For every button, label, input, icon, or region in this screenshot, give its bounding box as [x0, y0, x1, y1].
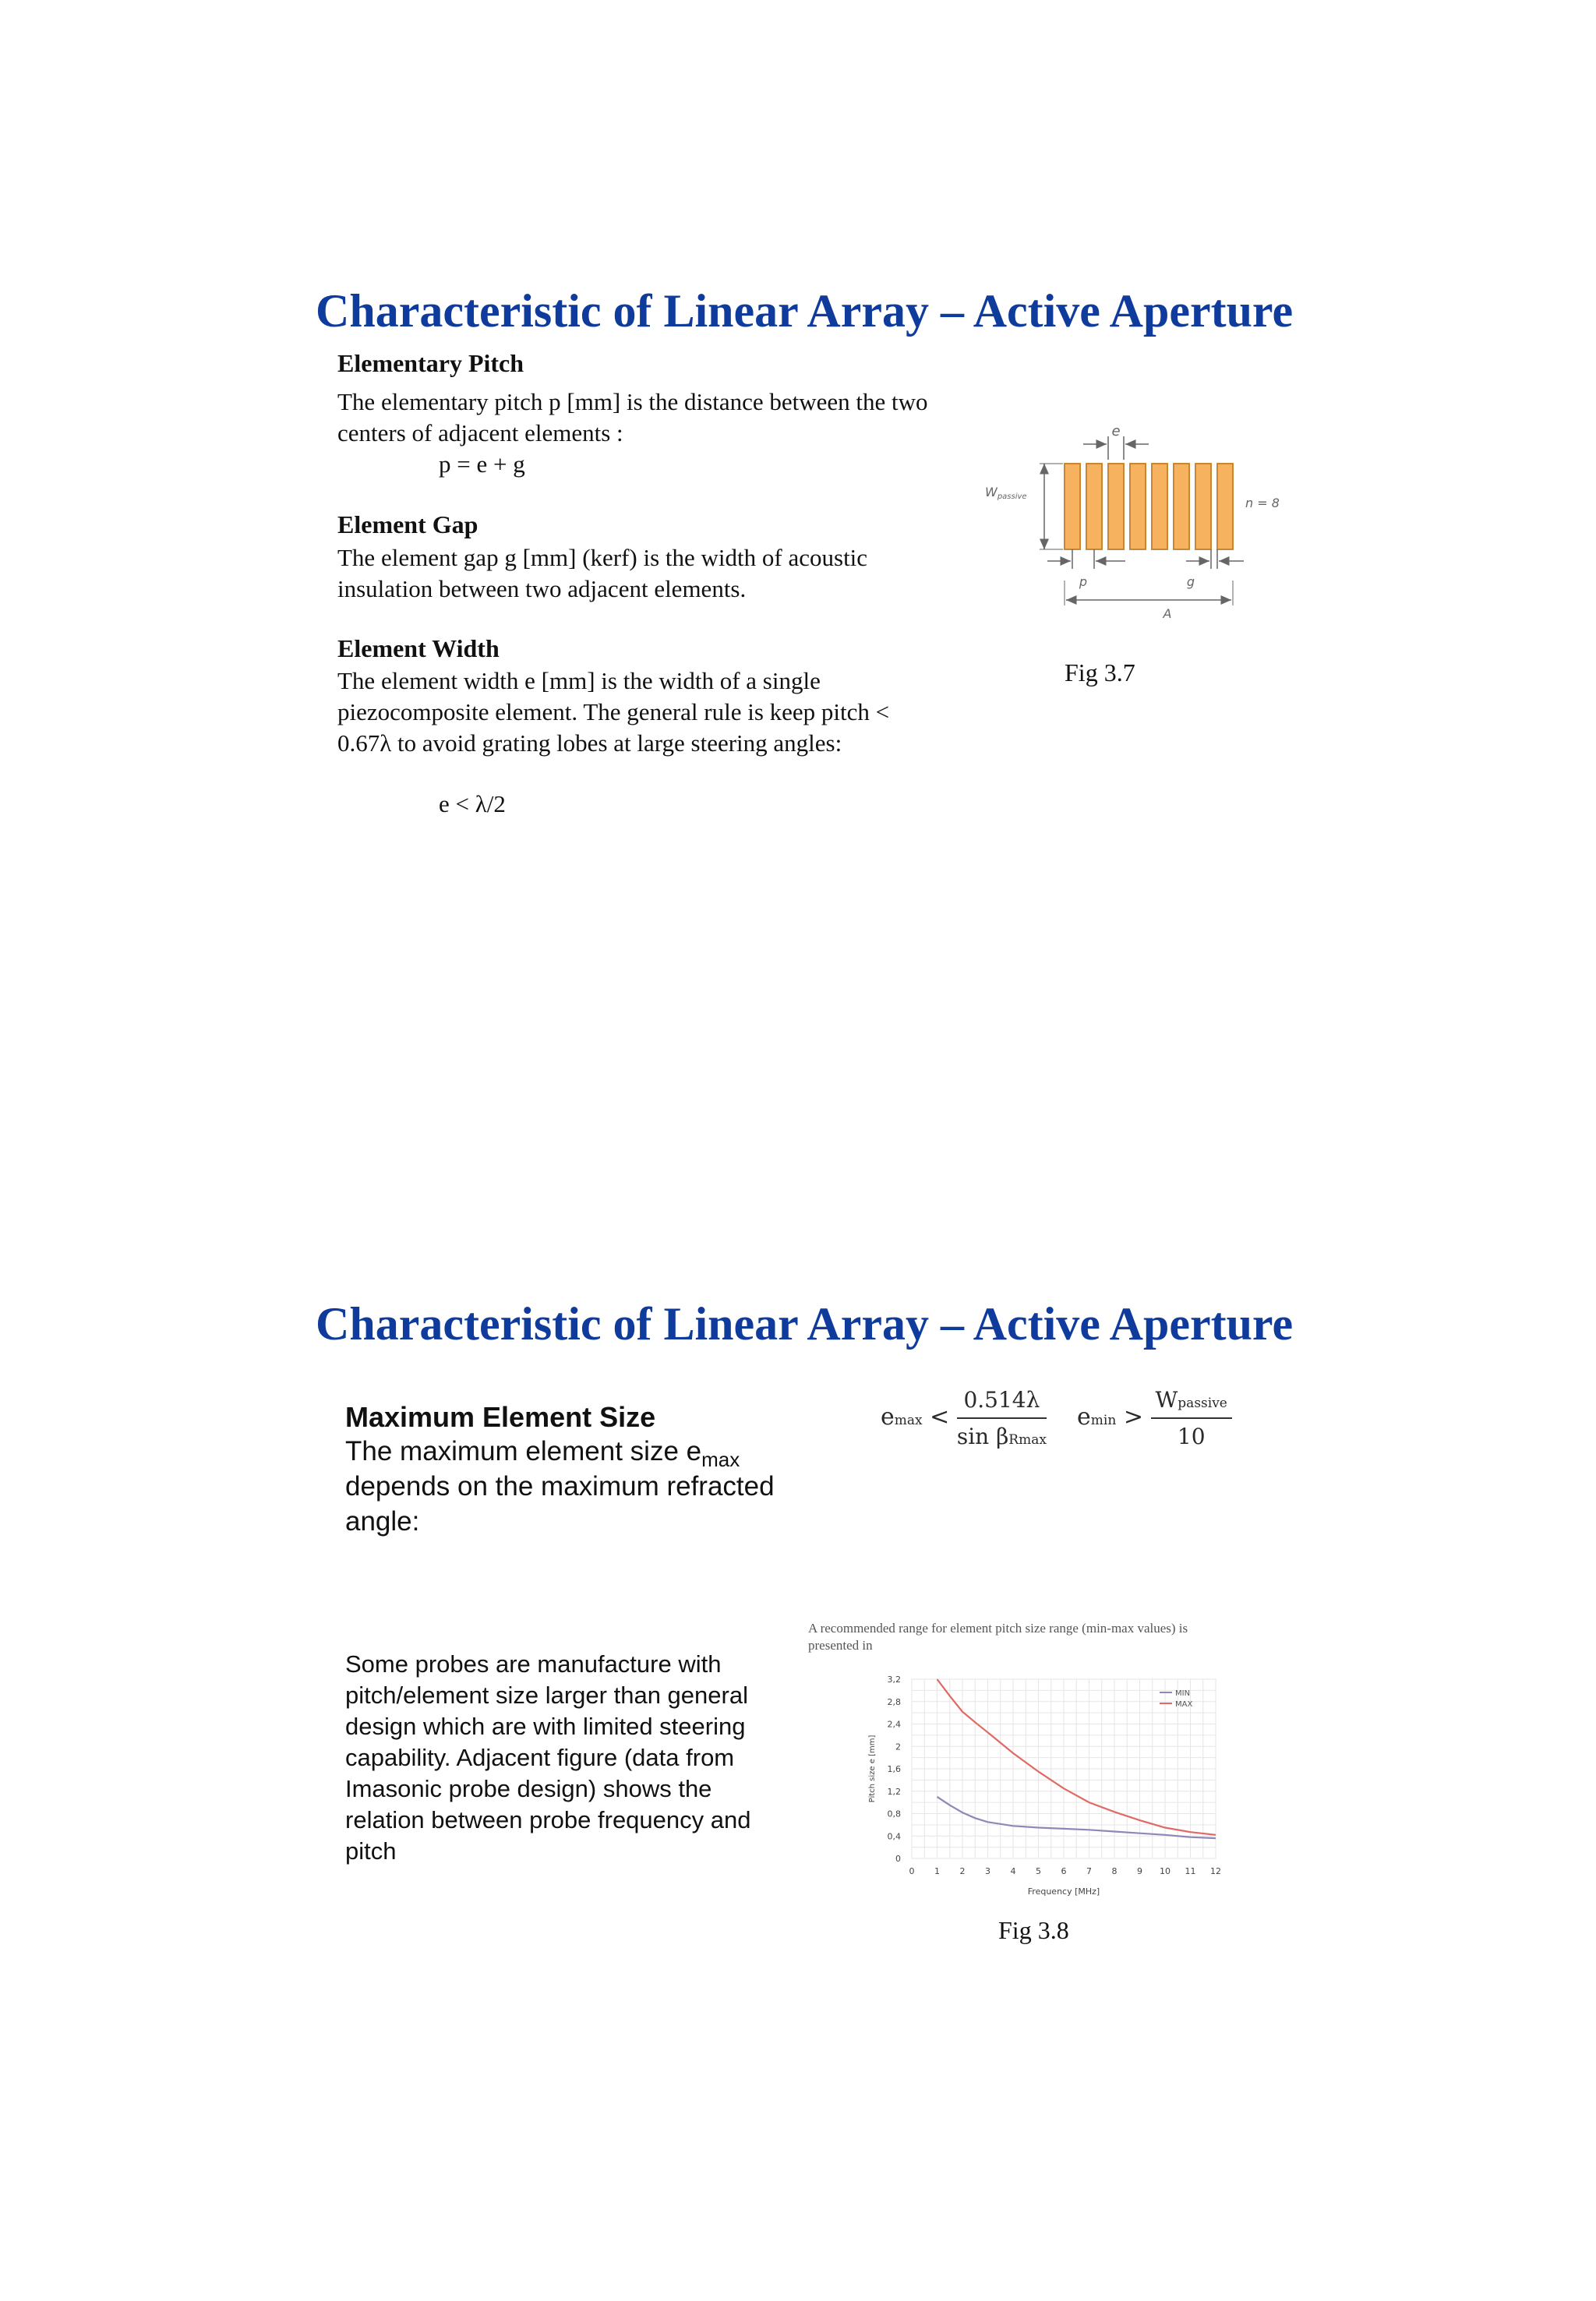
- x-tick-label: 2: [959, 1866, 966, 1876]
- x-tick-label: 8: [1111, 1866, 1118, 1876]
- chart-intro-1: A recommended range for element pitch size range (min-max values) is: [808, 1621, 1188, 1636]
- y-tick-label: 0,8: [887, 1809, 901, 1819]
- max-element-text-3: angle:: [345, 1506, 420, 1537]
- x-tick-label: 7: [1086, 1866, 1092, 1876]
- array-element: [1108, 464, 1124, 549]
- slide1-title: Characteristic of Linear Array – Active Aperture: [316, 285, 1294, 337]
- width-heading: Element Width: [337, 634, 500, 662]
- width-formula: e < λ/2: [439, 790, 506, 817]
- legend-label-max: MAX: [1175, 1700, 1193, 1709]
- x-tick-label: 12: [1210, 1866, 1221, 1876]
- max-element-heading: Maximum Element Size: [345, 1401, 656, 1433]
- fig-3-8-caption: Fig 3.8: [998, 1916, 1069, 1944]
- array-elements: [1065, 464, 1233, 549]
- x-tick-label: 10: [1160, 1866, 1171, 1876]
- x-tick-label: 11: [1185, 1866, 1196, 1876]
- max-element-text-1: The maximum element size $e_{max}$: [345, 1436, 740, 1471]
- array-element: [1174, 464, 1189, 549]
- gap-text-1: The element gap g [mm] (kerf) is the width of acoustic: [337, 544, 868, 571]
- formula-emin: emin > $\frac{\text{Wpassive}}{10}$: [1077, 1387, 1232, 1449]
- label-e: e: [1111, 425, 1121, 439]
- label-p: p: [1079, 574, 1088, 589]
- probes-text-5: Imasonic probe design) shows the: [345, 1775, 712, 1802]
- probes-text-3: design which are with limited steering: [345, 1713, 746, 1740]
- width-text-3: 0.67λ to avoid grating lobes at large steering angles:: [337, 729, 842, 757]
- probes-text-7: pitch: [345, 1837, 397, 1865]
- x-tick-label: 5: [1036, 1866, 1041, 1876]
- probes-text-6: relation between probe frequency and: [345, 1806, 751, 1833]
- array-element: [1130, 464, 1146, 549]
- x-axis-label: Frequency [MHz]: [1027, 1886, 1100, 1897]
- y-tick-label: 2,8: [887, 1696, 901, 1707]
- y-tick-label: 1,6: [887, 1764, 901, 1774]
- array-element: [1065, 464, 1080, 549]
- max-element-text-2: depends on the maximum refracted: [345, 1471, 775, 1502]
- pitch-formula: p = e + g: [439, 450, 525, 478]
- x-tick-label: 0: [909, 1866, 915, 1876]
- label-w-passive: Wpassive: [985, 485, 1027, 501]
- formula-emax: emax < $\frac{0.514\lambda}{\text{sin βRmax}}$: [881, 1387, 1047, 1449]
- label-g: g: [1186, 574, 1195, 589]
- x-tick-label: 9: [1137, 1866, 1142, 1876]
- y-tick-label: 3,2: [887, 1675, 901, 1685]
- x-tick-label: 4: [1010, 1866, 1016, 1876]
- array-element: [1152, 464, 1167, 549]
- probes-text-4: capability. Adjacent figure (data from: [345, 1744, 735, 1771]
- pitch-text-2: centers of adjacent elements :: [337, 419, 623, 446]
- fig-3-7-caption: Fig 3.7: [1065, 658, 1135, 686]
- y-axis-label: Pitch size e [mm]: [868, 1735, 877, 1803]
- pitch-heading: Elementary Pitch: [337, 349, 524, 377]
- array-element: [1217, 464, 1233, 549]
- linear-array-diagram: [982, 425, 1294, 631]
- probes-text-2: pitch/element size larger than general: [345, 1682, 748, 1709]
- gap-heading: Element Gap: [337, 510, 478, 538]
- y-tick-label: 1,2: [887, 1786, 901, 1797]
- width-text-2: piezocomposite element. The general rule is keep pitch <: [337, 698, 890, 725]
- x-tick-label: 6: [1061, 1866, 1067, 1876]
- y-tick-label: 0,4: [887, 1831, 901, 1842]
- probes-text-1: Some probes are manufacture with: [345, 1650, 722, 1678]
- chart-intro-2: presented in: [808, 1638, 873, 1653]
- width-text-1: The element width e [mm] is the width of a single: [337, 667, 821, 694]
- label-n: n = 8: [1245, 496, 1280, 510]
- x-tick-label: 1: [934, 1866, 940, 1876]
- slide2-title: Characteristic of Linear Array – Active Aperture: [316, 1298, 1294, 1350]
- y-tick-label: 0: [895, 1854, 901, 1864]
- label-a: A: [1163, 606, 1172, 621]
- array-element: [1195, 464, 1211, 549]
- pitch-text-1: The elementary pitch p [mm] is the distance between the two: [337, 388, 928, 415]
- x-tick-label: 3: [985, 1866, 990, 1876]
- legend-label-min: MIN: [1175, 1689, 1191, 1698]
- y-tick-label: 2: [895, 1742, 901, 1752]
- y-tick-label: 2,4: [887, 1719, 901, 1730]
- pitch-frequency-chart: [865, 1668, 1239, 1901]
- array-element: [1086, 464, 1102, 549]
- gap-text-2: insulation between two adjacent elements.: [337, 575, 747, 602]
